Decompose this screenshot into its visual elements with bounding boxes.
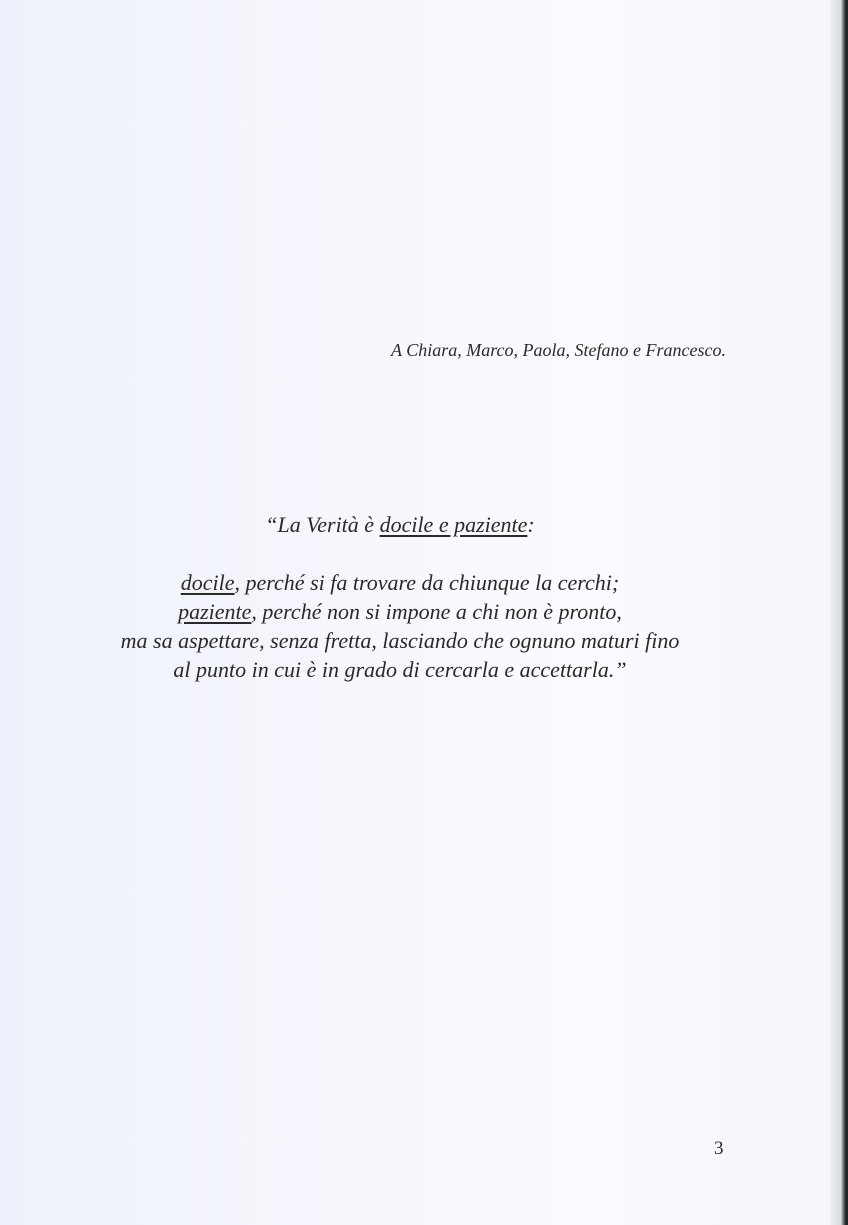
quote-line-3-rest: , perché non si impone a chi non è pronto, xyxy=(251,599,622,624)
quote-spacer xyxy=(40,539,760,568)
quote-emphasis-underlined: docile e paziente xyxy=(379,512,528,537)
quote-colon: : xyxy=(527,512,535,537)
quote-open: “La Verità è xyxy=(265,512,380,537)
quote-line-1 xyxy=(40,510,760,539)
quote-line-3 xyxy=(40,597,760,626)
dedication: A Chiara, Marco, Paola, Stefano e Francesco. xyxy=(391,340,726,360)
quote-line-2-rest: , perché si fa trovare da chiunque la cerchi; xyxy=(234,570,620,595)
quote-word-docile: docile xyxy=(180,570,235,595)
epigraph-quote xyxy=(40,510,760,684)
page-edge-shadow xyxy=(830,0,848,1225)
quote-line-2 xyxy=(40,568,760,597)
page-number: 3 xyxy=(714,1138,724,1159)
quote-line-4: ma sa aspettare, senza fretta, lasciando che ognuno maturi fino xyxy=(120,628,680,653)
quote-word-paziente: paziente xyxy=(178,599,252,624)
quote-line-5: al punto in cui è in grado di cercarla e accettarla.” xyxy=(173,657,627,682)
